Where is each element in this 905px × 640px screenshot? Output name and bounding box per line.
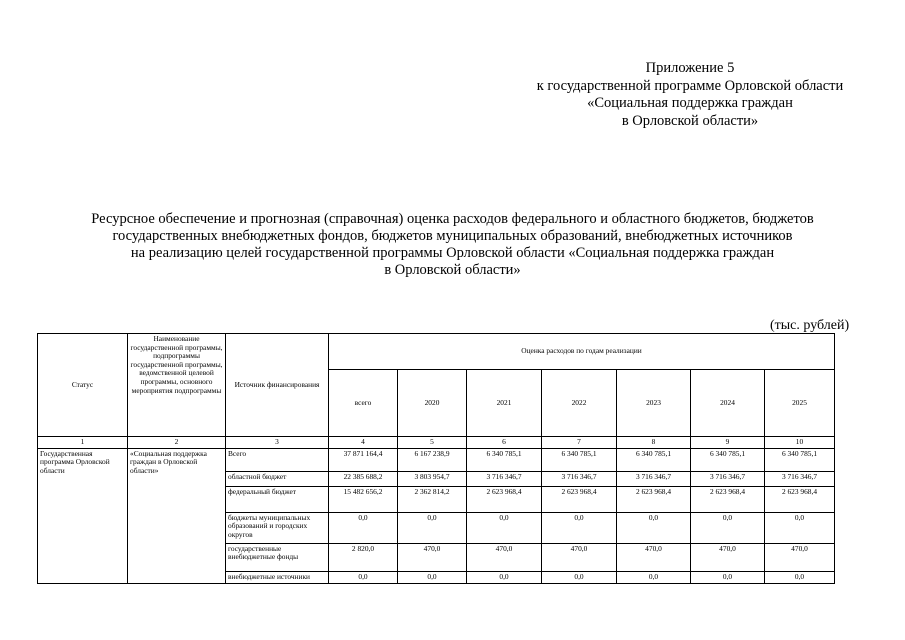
- value-cell: 0,0: [329, 571, 398, 583]
- title-line: государственных внебюджетных фондов, бюджетов муниципальных образований, внебюджетных источников: [112, 228, 793, 244]
- header-source: Источник финансирования: [226, 334, 329, 437]
- value-cell: 470,0: [617, 543, 691, 571]
- value-cell: 470,0: [691, 543, 765, 571]
- column-number: 4: [329, 437, 398, 449]
- value-cell: 6 340 785,1: [542, 448, 617, 471]
- header-year: 2020: [398, 370, 467, 437]
- value-cell: 15 482 656,2: [329, 486, 398, 512]
- value-cell: 2 623 968,4: [617, 486, 691, 512]
- source-cell: областной бюджет: [226, 471, 329, 486]
- value-cell: 22 385 688,2: [329, 471, 398, 486]
- header-name: Наименование государственной программы, подпрограммы государственной программы, ведомственной целевой программы, основного мероприятия подпрограммы: [128, 334, 226, 437]
- column-number: 3: [226, 437, 329, 449]
- value-cell: 470,0: [765, 543, 835, 571]
- source-cell: Всего: [226, 448, 329, 471]
- appendix-line: в Орловской области»: [621, 112, 759, 129]
- value-cell: 470,0: [467, 543, 542, 571]
- value-cell: 2 820,0: [329, 543, 398, 571]
- value-cell: 0,0: [467, 512, 542, 543]
- source-cell: государственные внебюджетные фонды: [226, 543, 329, 571]
- value-cell: 2 362 814,2: [398, 486, 467, 512]
- value-cell: 0,0: [691, 571, 765, 583]
- header-year: всего: [329, 370, 398, 437]
- value-cell: 2 623 968,4: [765, 486, 835, 512]
- value-cell: 3 716 346,7: [542, 471, 617, 486]
- header-year: 2022: [542, 370, 617, 437]
- value-cell: 0,0: [398, 571, 467, 583]
- value-cell: 6 340 785,1: [765, 448, 835, 471]
- value-cell: 2 623 968,4: [467, 486, 542, 512]
- value-cell: 3 716 346,7: [617, 471, 691, 486]
- column-number: 10: [765, 437, 835, 449]
- value-cell: 0,0: [398, 512, 467, 543]
- value-cell: 0,0: [765, 571, 835, 583]
- appendix-line: «Социальная поддержка граждан: [587, 95, 793, 111]
- value-cell: 6 340 785,1: [691, 448, 765, 471]
- resource-table: [37, 333, 835, 584]
- value-cell: 0,0: [542, 512, 617, 543]
- value-cell: 3 716 346,7: [765, 471, 835, 486]
- title-line: Ресурсное обеспечение и прогнозная (справочная) оценка расходов федерального и областного бюджетов, бюджетов: [91, 211, 814, 227]
- column-number: 8: [617, 437, 691, 449]
- column-number: 5: [398, 437, 467, 449]
- value-cell: 0,0: [617, 571, 691, 583]
- value-cell: 6 167 238,9: [398, 448, 467, 471]
- column-number: 6: [467, 437, 542, 449]
- program-name-cell: «Социальная поддержка граждан в Орловской области»: [128, 448, 226, 583]
- header-year: 2023: [617, 370, 691, 437]
- value-cell: 2 623 968,4: [691, 486, 765, 512]
- column-number: 9: [691, 437, 765, 449]
- column-number: 7: [542, 437, 617, 449]
- appendix-line: Приложение 5: [645, 60, 735, 76]
- value-cell: 0,0: [765, 512, 835, 543]
- header-year: 2024: [691, 370, 765, 437]
- title-line: на реализацию целей государственной программы Орловской области «Социальная поддержка граждан: [130, 245, 775, 261]
- appendix-header: [470, 60, 905, 130]
- value-cell: 0,0: [691, 512, 765, 543]
- value-cell: 470,0: [542, 543, 617, 571]
- unit-label: (тыс. рублей): [770, 318, 850, 333]
- value-cell: 0,0: [617, 512, 691, 543]
- value-cell: 2 623 968,4: [542, 486, 617, 512]
- source-cell: бюджеты муниципальных образований и городских округов: [226, 512, 329, 543]
- title-line: в Орловской области»: [384, 262, 521, 278]
- status-cell: Государственная программа Орловской области: [38, 448, 128, 583]
- column-number: 2: [128, 437, 226, 449]
- header-estimate: Оценка расходов по годам реализации: [329, 334, 835, 370]
- value-cell: 3 716 346,7: [691, 471, 765, 486]
- document-title: [30, 211, 875, 279]
- value-cell: 3 716 346,7: [467, 471, 542, 486]
- value-cell: 0,0: [329, 512, 398, 543]
- source-cell: внебюджетные источники: [226, 571, 329, 583]
- value-cell: 6 340 785,1: [467, 448, 542, 471]
- column-number: 1: [38, 437, 128, 449]
- header-year: 2025: [765, 370, 835, 437]
- value-cell: 0,0: [542, 571, 617, 583]
- value-cell: 6 340 785,1: [617, 448, 691, 471]
- value-cell: 470,0: [398, 543, 467, 571]
- source-cell: федеральный бюджет: [226, 486, 329, 512]
- header-status: Статус: [38, 334, 128, 437]
- value-cell: 37 871 164,4: [329, 448, 398, 471]
- value-cell: 0,0: [467, 571, 542, 583]
- appendix-line: к государственной программе Орловской области: [536, 77, 844, 94]
- header-year: 2021: [467, 370, 542, 437]
- value-cell: 3 803 954,7: [398, 471, 467, 486]
